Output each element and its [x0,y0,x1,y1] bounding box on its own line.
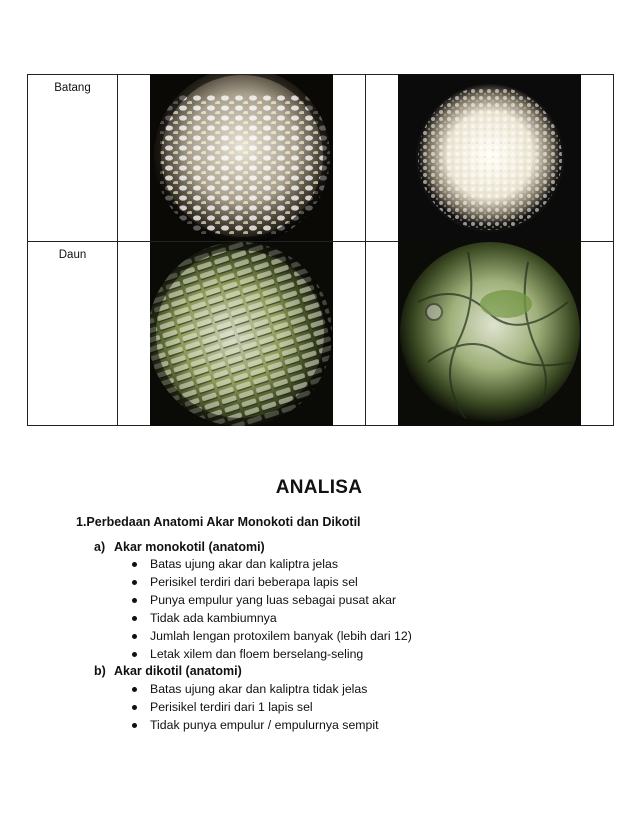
row-label: Batang [54,82,91,94]
list-item: Batas ujung akar dan kaliptra jelas [130,555,412,573]
microscope-photo-leaf-2 [398,242,581,426]
microscope-photo-leaf-1 [150,242,333,426]
list-item: Perisikel terdiri dari 1 lapis sel [130,698,379,716]
specimen-table [27,74,614,426]
bullet-icon [132,598,137,603]
subsection-letter: a) [94,540,106,554]
bullet-icon [132,723,137,728]
microscope-photo-stem-1 [150,74,333,241]
row-label: Daun [58,249,87,261]
subsection-heading [94,664,242,678]
bullet-icon [132,705,137,710]
bullet-icon [132,687,137,692]
subsection-title: Akar dikotil (anatomi) [114,664,242,678]
bullet-list [130,680,379,734]
bullet-icon [132,652,137,657]
bullet-icon [132,616,137,621]
subsection-letter: b) [94,664,106,678]
microscope-photo-stem-2 [398,74,581,242]
bullet-icon [132,580,137,585]
list-item: Jumlah lengan protoxilem banyak (lebih dari 12) [130,627,412,645]
list-item: Punya empulur yang luas sebagai pusat akar [130,591,412,609]
subsection-title: Akar monokotil (anatomi) [114,540,265,554]
row-label-cell [27,241,118,426]
list-item: Perisikel terdiri dari beberapa lapis sel [130,573,412,591]
section-title: ANALISA [275,477,363,498]
list-item: Tidak punya empulur / empulurnya sempit [130,716,379,734]
list-item: Batas ujung akar dan kaliptra tidak jelas [130,680,379,698]
row-label-cell [27,74,118,242]
bullet-icon [132,634,137,639]
list-item: Letak xilem dan floem berselang-seling [130,645,412,663]
analysis-heading: 1.Perbedaan Anatomi Akar Monokoti dan Dikotil [76,515,361,529]
bullet-list [130,555,412,663]
bullet-icon [132,562,137,567]
list-item: Tidak ada kambiumnya [130,609,412,627]
subsection-heading [94,540,265,554]
